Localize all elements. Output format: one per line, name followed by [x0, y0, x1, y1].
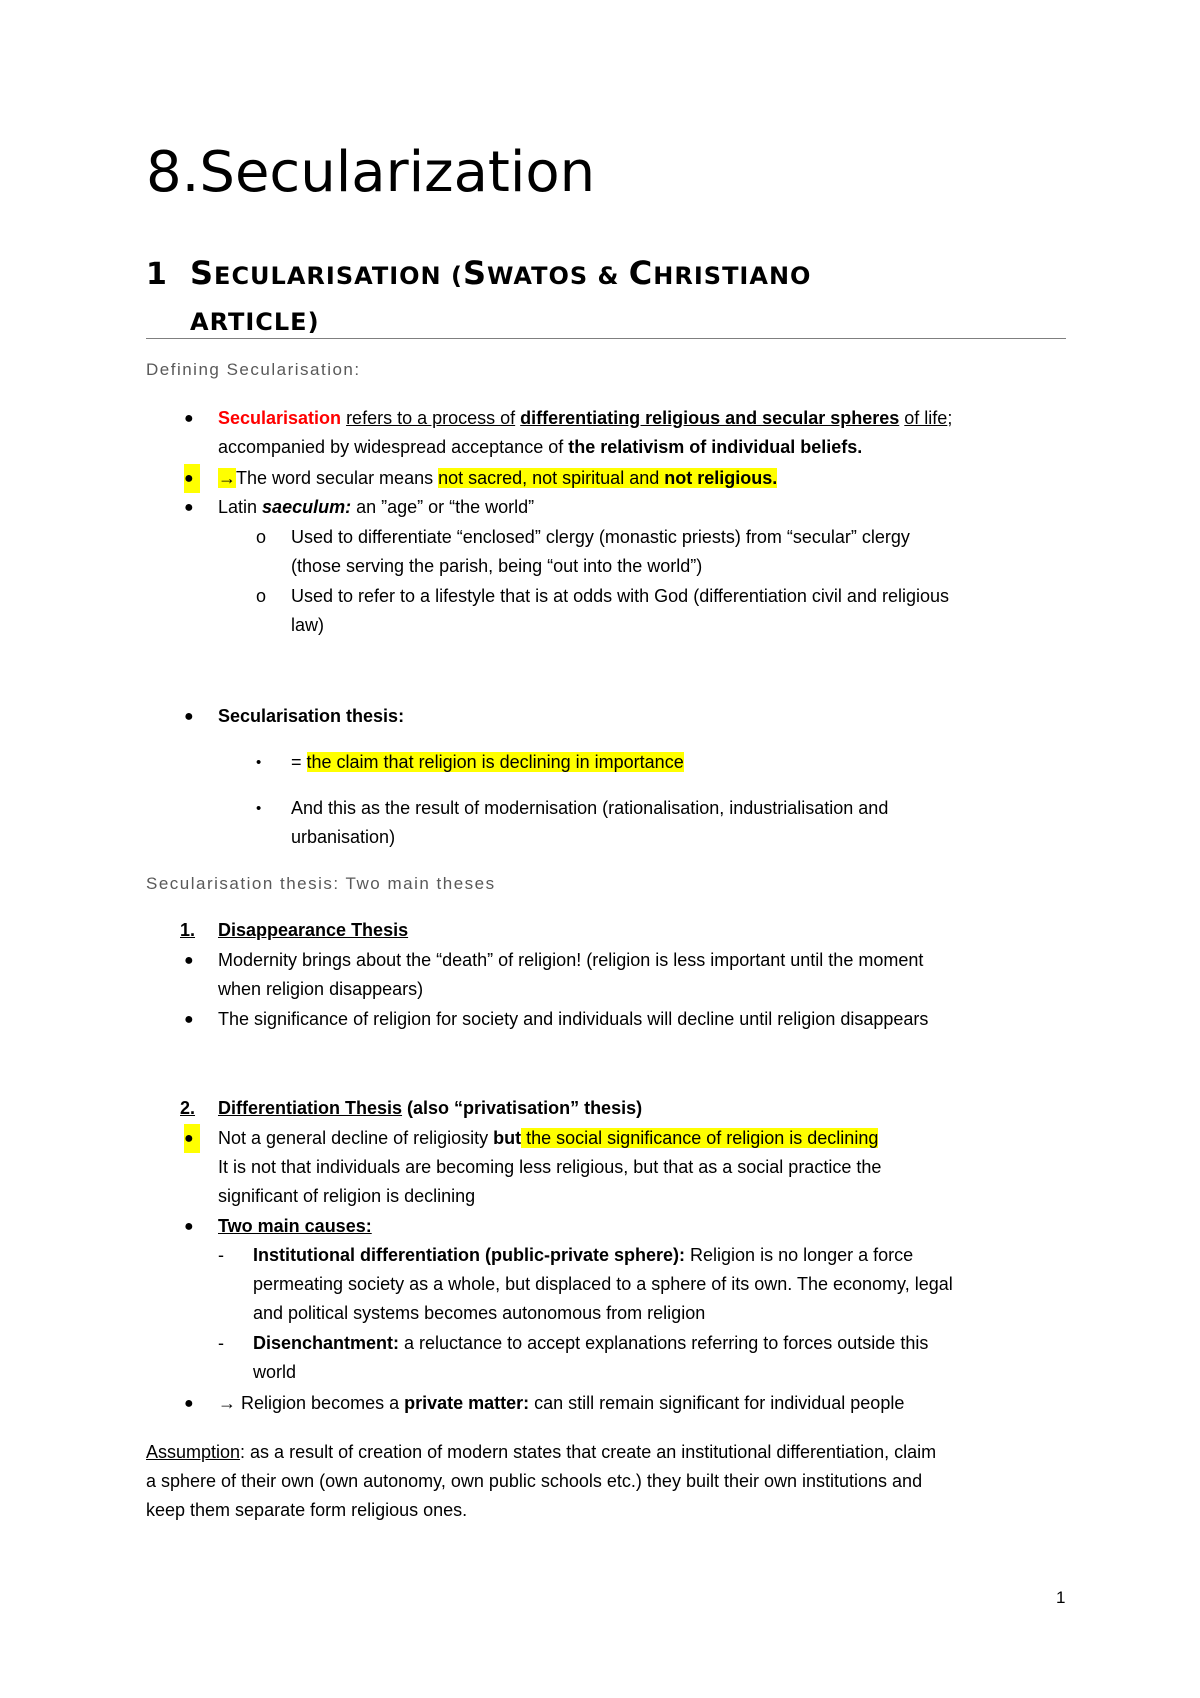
- differentiation-b2: Two main causes:: [218, 1216, 372, 1236]
- thesis-2-title-line: Differentiation Thesis (also “privatisation” thesis): [218, 1098, 643, 1118]
- def-bullet-3: Latin saeculum: an ”age” or “the world”: [218, 497, 535, 517]
- cause-1-line2: permeating society as a whole, but displaced to a sphere of its own. The economy, legal: [253, 1274, 953, 1294]
- bullet-icon: ●: [184, 499, 194, 516]
- bullet-icon: ●: [184, 708, 194, 725]
- section-number: 1: [146, 257, 168, 292]
- def-bullet-1-line1: Secularisation refers to a process of differentiating religious and secular spheres of life;: [218, 408, 953, 428]
- def-bullet-1-line2: accompanied by widespread acceptance of the relativism of individual beliefs.: [218, 437, 863, 457]
- differentiation-b1-line3: significant of religion is declining: [218, 1186, 476, 1206]
- bullet-icon: ●: [184, 1218, 194, 1235]
- def-sub-2-line1: Used to refer to a lifestyle that is at odds with God (differentiation civil and religious: [291, 586, 950, 606]
- assumption-line1: Assumption: as a result of creation of modern states that create an institutional differentiation, claim: [146, 1442, 937, 1462]
- bullet-icon: ●: [184, 1124, 200, 1153]
- heading-rule: [146, 338, 1066, 339]
- subheading-defining: Defining Secularisation:: [146, 360, 361, 379]
- thesis-sub-2-line2: urbanisation): [291, 827, 396, 847]
- thesis-sub-2-line1: And this as the result of modernisation (rationalisation, industrialisation and: [291, 798, 889, 818]
- sub-bullet-marker: o: [256, 527, 267, 547]
- sub-bullet-marker: •: [256, 800, 262, 817]
- def-sub-1-line2: (those serving the parish, being “out into the world”): [291, 556, 703, 576]
- disappearance-b2: The significance of religion for society and individuals will decline until religion disappears: [218, 1009, 929, 1029]
- arrow-icon: →: [218, 468, 236, 488]
- thesis-1-number: 1.: [180, 920, 196, 940]
- dash-marker: -: [218, 1333, 224, 1353]
- thesis-2-number: 2.: [180, 1098, 196, 1118]
- disappearance-b1-line1: Modernity brings about the “death” of religion! (religion is less important until the moment: [218, 950, 924, 970]
- section-heading-line2: ARTICLE): [190, 308, 320, 336]
- assumption-line3: keep them separate form religious ones.: [146, 1500, 468, 1520]
- assumption-line2: a sphere of their own (own autonomy, own public schools etc.) they built their own institutions and: [146, 1471, 923, 1491]
- differentiation-b1-line1: Not a general decline of religiosity but the social significance of religion is declining: [218, 1128, 879, 1148]
- def-bullet-2: →The word secular means not sacred, not spiritual and not religious.: [218, 468, 778, 488]
- section-heading: 1 SECULARISATION (SWATOS & CHRISTIANO ARTICLE): [146, 250, 1066, 345]
- thesis-sub-1: = the claim that religion is declining in importance: [291, 752, 684, 772]
- thesis-bullet: Secularisation thesis:: [218, 706, 405, 726]
- page-number: 1: [1056, 1588, 1066, 1607]
- dash-marker: -: [218, 1245, 224, 1265]
- bullet-icon: ●: [184, 410, 194, 427]
- subheading-two-theses: Secularisation thesis: Two main theses: [146, 874, 496, 893]
- cause-2-line1: Disenchantment: a reluctance to accept explanations referring to forces outside this: [253, 1333, 929, 1353]
- differentiation-b1-line2: It is not that individuals are becoming less religious, but that as a social practice the: [218, 1157, 882, 1177]
- sub-bullet-marker: o: [256, 586, 267, 606]
- bullet-icon: ●: [184, 1011, 194, 1028]
- arrow-icon: →: [218, 1393, 236, 1413]
- disappearance-b1-line2: when religion disappears): [218, 979, 424, 999]
- bullet-icon: ●: [184, 1395, 194, 1412]
- differentiation-b3: → Religion becomes a private matter: can still remain significant for individual people: [218, 1393, 905, 1413]
- bullet-icon: ●: [184, 952, 194, 969]
- def-sub-2-line2: law): [291, 615, 325, 635]
- def-sub-1-line1: Used to differentiate “enclosed” clergy (monastic priests) from “secular” clergy: [291, 527, 910, 547]
- cause-1-line1: Institutional differentiation (public-private sphere): Religion is no longer a force: [253, 1245, 914, 1265]
- cause-2-line2: world: [253, 1362, 297, 1382]
- bullet-icon: ●: [184, 464, 200, 493]
- cause-1-line3: and political systems becomes autonomous from religion: [253, 1303, 706, 1323]
- thesis-1-title: Disappearance Thesis: [218, 920, 409, 940]
- sub-bullet-marker: •: [256, 754, 262, 771]
- document-title: 8.Secularization: [146, 140, 596, 205]
